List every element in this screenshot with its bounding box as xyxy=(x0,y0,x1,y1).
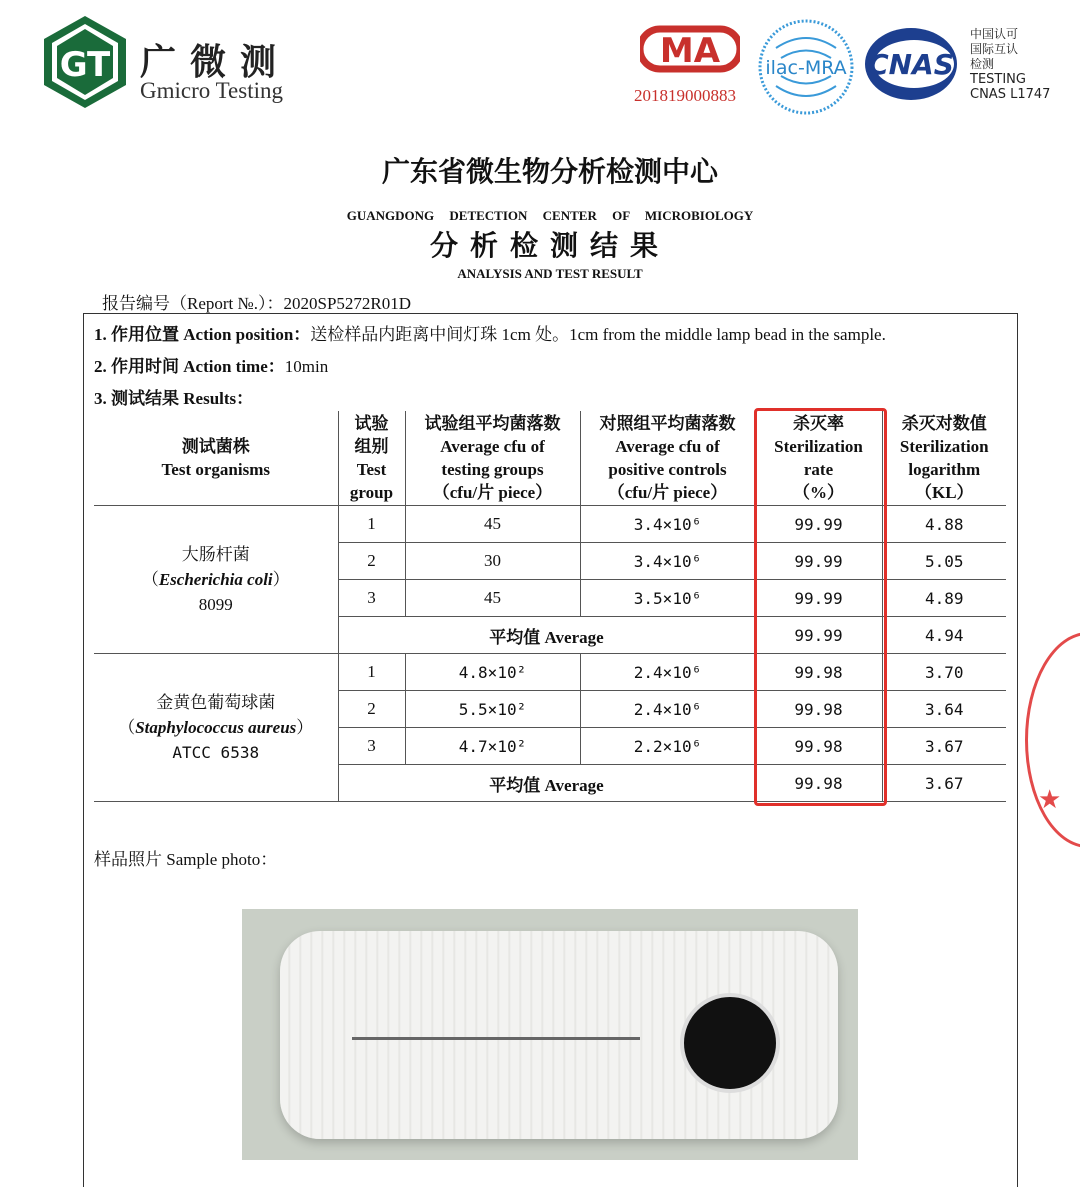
cert-line: 中国认可 xyxy=(970,27,1019,41)
header-line: Average cfu of xyxy=(440,437,545,456)
svg-text:MA: MA xyxy=(659,31,721,71)
table-cell: 5.5×10² xyxy=(405,691,580,728)
table-cell: 3.67 xyxy=(882,728,1006,765)
table-cell: 4.7×10² xyxy=(405,728,580,765)
header-line: positive controls xyxy=(608,460,727,479)
brand-name-en: Gmicro Testing xyxy=(140,78,283,103)
column-header xyxy=(405,411,580,506)
header-line: Average cfu of xyxy=(615,437,720,456)
table-cell: 1 xyxy=(338,654,405,691)
cma-logo xyxy=(640,24,740,74)
table-cell: 99.99 xyxy=(755,543,882,580)
cert-line: 国际互认 xyxy=(970,42,1019,56)
gmicro-logo xyxy=(42,14,128,110)
title-en: GUANGDONG DETECTION CENTER OF MICROBIOLOGY xyxy=(346,208,754,223)
device-lens xyxy=(680,993,780,1093)
table-cell: 2 xyxy=(338,691,405,728)
header-line: Test organisms xyxy=(161,460,270,479)
brand-name-cn: 广微测 xyxy=(140,42,291,83)
cnas-logo xyxy=(862,26,960,102)
organism-cell xyxy=(94,654,338,802)
ilac-mra-logo xyxy=(756,18,856,116)
device-slot xyxy=(352,1037,640,1040)
table-cell: 4.88 xyxy=(882,506,1006,543)
item-label: 3. 测试结果 Results： xyxy=(94,389,254,408)
action-time xyxy=(94,352,328,377)
title-cn: 广东省微生物分析检测中心 xyxy=(381,155,718,188)
table-cell: 3.5×10⁶ xyxy=(580,580,755,617)
organism-strain: 8099 xyxy=(198,595,233,614)
average-label: 平均值 Average xyxy=(338,765,755,802)
item-label: 2. 作用时间 Action time： xyxy=(94,357,285,376)
table-cell: 4.89 xyxy=(882,580,1006,617)
item-value: 10min xyxy=(284,357,329,376)
table-cell: 99.98 xyxy=(755,728,882,765)
result-title-en: ANALYSIS AND TEST RESULT xyxy=(457,266,643,281)
header-line: Test xyxy=(356,460,387,479)
table-cell: 99.99 xyxy=(755,506,882,543)
average-rate: 99.99 xyxy=(755,617,882,654)
header-line: group xyxy=(349,483,394,502)
table-cell: 3.4×10⁶ xyxy=(580,506,755,543)
sample-photo-label: 样品照片 Sample photo： xyxy=(94,850,278,869)
cnas-cert-text xyxy=(970,27,1050,102)
header-line: 试验 xyxy=(354,414,389,433)
item-label: 1. 作用位置 Action position： xyxy=(94,325,311,344)
results-label xyxy=(94,384,253,409)
header-line: （cfu/片 piece） xyxy=(432,483,553,502)
average-label: 平均值 Average xyxy=(338,617,755,654)
table-cell: 2.4×10⁶ xyxy=(580,691,755,728)
item-value: 送检样品内距离中间灯珠 1cm 处。1cm from the middle lamp bead in the sample. xyxy=(310,325,886,344)
column-header xyxy=(580,411,755,506)
header-line: Sterilization xyxy=(899,437,989,456)
report-number: 报告编号（Report №.）：2020SP5272R01D xyxy=(102,294,412,313)
organism-cn: 大肠杆菌 xyxy=(181,545,250,564)
organism-latin: （Staphylococcus aureus） xyxy=(118,718,314,737)
header-line: 测试菌株 xyxy=(181,437,250,456)
average-kl: 3.67 xyxy=(882,765,1006,802)
header-line: （KL） xyxy=(914,483,974,502)
table-cell: 3.4×10⁶ xyxy=(580,543,755,580)
table-cell: 99.99 xyxy=(755,580,882,617)
official-stamp: ★ xyxy=(1025,632,1080,848)
device-image xyxy=(280,931,838,1139)
table-cell: 3 xyxy=(338,580,405,617)
cma-number: 201819000883 xyxy=(634,86,736,105)
table-cell: 4.8×10² xyxy=(405,654,580,691)
svg-text:GT: GT xyxy=(59,45,111,85)
header-line: （%） xyxy=(793,483,844,502)
cert-line: 检测 xyxy=(970,57,995,71)
table-cell: 3.70 xyxy=(882,654,1006,691)
table-cell: 3.64 xyxy=(882,691,1006,728)
header-line: 组别 xyxy=(354,437,389,456)
table-cell: 2.2×10⁶ xyxy=(580,728,755,765)
organism-latin: （Escherichia coli） xyxy=(141,570,290,589)
header-line: 试验组平均菌落数 xyxy=(424,414,561,433)
action-position xyxy=(94,320,886,345)
header-line: 杀灭对数值 xyxy=(901,414,987,433)
sample-photo xyxy=(242,909,858,1160)
sterilization-rate-highlight xyxy=(754,408,887,806)
average-kl: 4.94 xyxy=(882,617,1006,654)
table-cell: 5.05 xyxy=(882,543,1006,580)
table-cell: 3 xyxy=(338,728,405,765)
header-line: testing groups xyxy=(441,460,544,479)
header-line: 对照组平均菌落数 xyxy=(599,414,736,433)
table-cell: 45 xyxy=(405,580,580,617)
column-header xyxy=(882,411,1006,506)
organism-cn: 金黄色葡萄球菌 xyxy=(156,693,276,712)
result-title-cn: 分析检测结果 xyxy=(429,229,670,262)
header-line: 杀灭率 xyxy=(793,414,844,433)
column-header xyxy=(338,411,405,506)
header-line: Sterilization xyxy=(774,437,863,456)
table-cell: 2.4×10⁶ xyxy=(580,654,755,691)
table-cell: 99.98 xyxy=(755,691,882,728)
cert-line: CNAS L1747 xyxy=(970,87,1051,102)
table-cell: 2 xyxy=(338,543,405,580)
svg-text:CNAS: CNAS xyxy=(868,48,954,81)
table-cell: 30 xyxy=(405,543,580,580)
header-line: （cfu/片 piece） xyxy=(607,483,728,502)
average-rate: 99.98 xyxy=(755,765,882,802)
header-line: rate xyxy=(803,460,834,479)
column-header xyxy=(94,411,338,506)
table-cell: 1 xyxy=(338,506,405,543)
organism-strain: ATCC 6538 xyxy=(172,743,260,762)
table-cell: 99.98 xyxy=(755,654,882,691)
header-line: logarithm xyxy=(908,460,981,479)
svg-text:ilac-MRA: ilac-MRA xyxy=(765,57,847,79)
table-cell: 45 xyxy=(405,506,580,543)
organism-cell xyxy=(94,506,338,654)
cert-line: TESTING xyxy=(970,72,1026,87)
